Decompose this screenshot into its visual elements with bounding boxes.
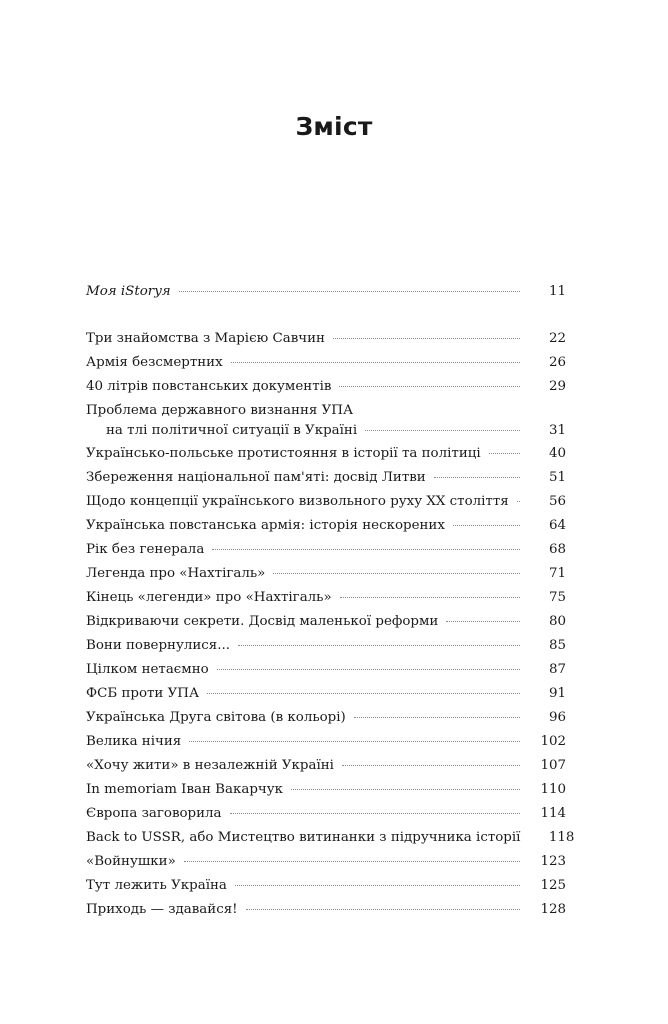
dot-leader [189, 741, 520, 742]
toc-entry[interactable] [86, 612, 566, 632]
toc-entry[interactable] [86, 516, 566, 536]
toc-entry[interactable] [86, 900, 566, 920]
toc-entry-page: 128 [540, 902, 566, 917]
toc-entry-title: Проблема державного визнання УПА [86, 403, 354, 418]
toc-entry[interactable] [86, 329, 566, 349]
toc-entry[interactable] [86, 804, 566, 824]
toc-entry-page: 114 [540, 806, 566, 821]
dot-leader [333, 338, 520, 339]
dot-leader [365, 430, 520, 431]
toc-entry[interactable] [86, 564, 566, 584]
toc-entry-page: 107 [540, 758, 566, 773]
toc-entry-title: Моя iStoryя [86, 284, 171, 299]
toc-entry[interactable] [86, 401, 566, 441]
toc-entry[interactable] [86, 636, 566, 656]
toc-entry-title: Європа заговорила [86, 806, 222, 821]
toc-entry-title: Українська повстанська армія: історія нескорених [86, 518, 445, 533]
toc-entry-page: 26 [548, 355, 566, 370]
dot-leader [235, 885, 520, 886]
toc-entry-page: 68 [548, 542, 566, 557]
toc-entry[interactable] [86, 377, 566, 397]
toc-entry[interactable] [86, 353, 566, 373]
dot-leader [238, 645, 520, 646]
dot-leader [246, 909, 520, 910]
toc-entry-title: Рік без генерала [86, 542, 205, 557]
dot-leader [354, 717, 520, 718]
toc-entry-page: 87 [548, 662, 566, 677]
dot-leader [340, 597, 520, 598]
toc-entry-title: ФСБ проти УПА [86, 686, 200, 701]
toc-entry-title: Українсько-польське протистояння в історії та політиці [86, 446, 481, 461]
toc-entry-page: 40 [548, 446, 566, 461]
toc-entry-page: 80 [548, 614, 566, 629]
toc-entry-page: 125 [540, 878, 566, 893]
toc-entry-title: Тут лежить Україна [86, 878, 227, 893]
dot-leader [207, 693, 520, 694]
toc-entry-page: 118 [548, 830, 575, 845]
toc-entry-page: 91 [548, 686, 566, 701]
toc-entry-page: 110 [540, 782, 566, 797]
toc-entry[interactable] [86, 492, 566, 512]
toc-entry-title: «Хочу жити» в незалежній Україні [86, 758, 334, 773]
dot-leader [231, 362, 520, 363]
toc-entry-page: 123 [540, 854, 566, 869]
dot-leader [212, 549, 520, 550]
dot-leader [489, 453, 520, 454]
toc-entry-title: «Войнушки» [86, 854, 176, 869]
toc-entry-page: 29 [548, 379, 566, 394]
dot-leader [453, 525, 520, 526]
toc-entry-page: 31 [548, 423, 566, 438]
toc-entry[interactable] [86, 468, 566, 488]
toc-entry[interactable] [86, 756, 566, 776]
toc-entry-title: 40 літрів повстанських документів [86, 379, 332, 394]
toc-entry-title: Щодо концепції українського визвольного руху XX століття [86, 494, 509, 509]
toc-entry-title-continued: на тлі політичної ситуації в Україні [106, 423, 358, 438]
toc-entry[interactable] [86, 876, 566, 896]
toc-entry-page: 96 [548, 710, 566, 725]
dot-leader [339, 386, 520, 387]
dot-leader [517, 501, 520, 502]
toc-entry[interactable] [86, 660, 566, 680]
dot-leader [342, 765, 520, 766]
toc-entry-title: Велика нічия [86, 734, 182, 749]
page-title: Зміст [295, 112, 373, 141]
toc-entry-page: 71 [548, 566, 566, 581]
toc-entry-page: 85 [548, 638, 566, 653]
toc-entry-page: 64 [548, 518, 566, 533]
dot-leader [434, 477, 520, 478]
toc-entry-page: 51 [548, 470, 566, 485]
toc-entry-page: 75 [548, 590, 566, 605]
dot-leader [217, 669, 520, 670]
toc-entry-title: Відкриваючи секрети. Досвід маленької реформи [86, 614, 439, 629]
toc-entry-title: Легенда про «Нахтігаль» [86, 566, 266, 581]
toc-entry[interactable] [86, 282, 566, 302]
toc-entry[interactable] [86, 828, 575, 848]
dot-leader [291, 789, 520, 790]
toc-entry[interactable] [86, 708, 566, 728]
toc-entry[interactable] [86, 780, 566, 800]
toc-entry-title: Цілком нетаємно [86, 662, 209, 677]
toc-entry-title: Українська Друга світова (в кольорі) [86, 710, 346, 725]
toc-entry-page: 56 [548, 494, 566, 509]
dot-leader [179, 291, 520, 292]
toc-entry-title: Збереження національної пам'яті: досвід Литви [86, 470, 426, 485]
toc-entry[interactable] [86, 444, 566, 464]
dot-leader [184, 861, 520, 862]
toc-entry-title: Вони повернулися... [86, 638, 230, 653]
toc-entry[interactable] [86, 540, 566, 560]
toc-entry[interactable] [86, 684, 566, 704]
toc-entry-title: In memoriam Іван Вакарчук [86, 782, 284, 797]
toc-entry-title: Приходь — здавайся! [86, 902, 238, 917]
toc-entry[interactable] [86, 588, 566, 608]
dot-leader [446, 621, 520, 622]
toc-entry-page: 11 [548, 284, 566, 299]
toc-entry-title: Кінець «легенди» про «Нахтігаль» [86, 590, 332, 605]
toc-entry-title: Армія безсмертних [86, 355, 223, 370]
toc-entry-page: 102 [540, 734, 566, 749]
dot-leader [230, 813, 520, 814]
toc-entry[interactable] [86, 852, 566, 872]
toc-entry-page: 22 [548, 331, 566, 346]
toc-entry-title: Три знайомства з Марією Савчин [86, 331, 325, 346]
toc-entry-title: Back to USSR, або Мистецтво витинанки з підручника історії [86, 830, 521, 845]
toc-entry[interactable] [86, 732, 566, 752]
dot-leader [273, 573, 520, 574]
